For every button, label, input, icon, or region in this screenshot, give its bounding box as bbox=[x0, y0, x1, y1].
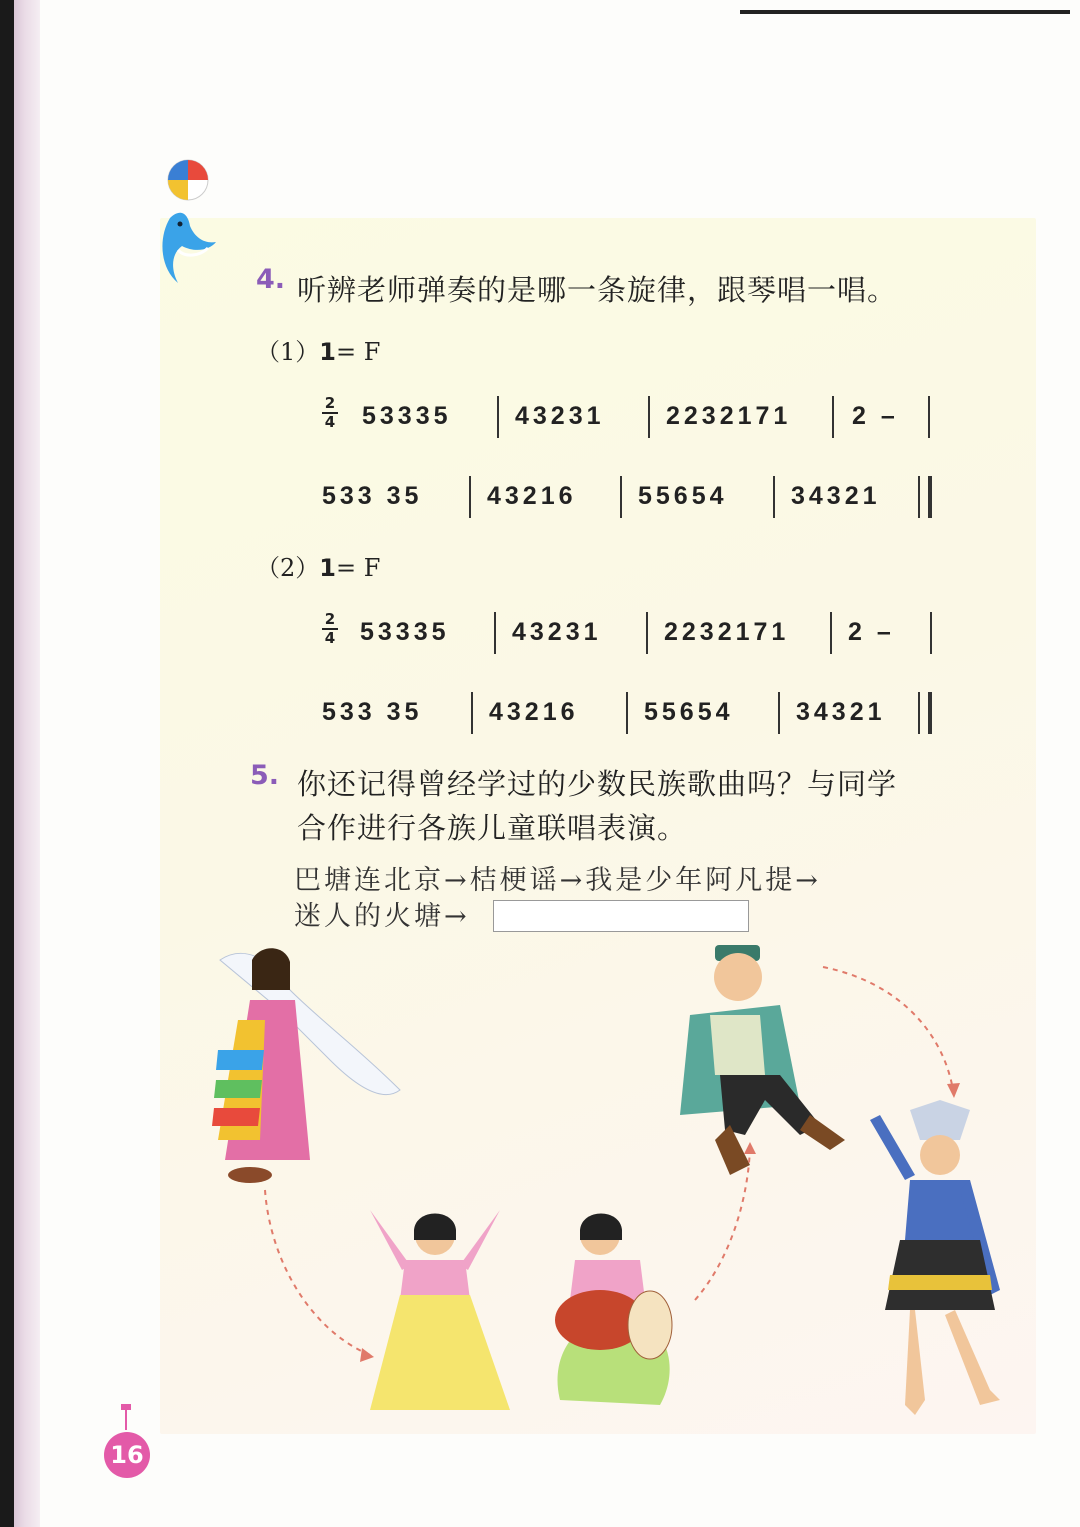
melody-2-key bbox=[256, 548, 380, 583]
measure-2: 43231 bbox=[515, 402, 605, 430]
measure-8: 34321 bbox=[791, 482, 881, 510]
measure-3: 2232171 bbox=[666, 402, 792, 430]
page-number: 16 bbox=[104, 1432, 150, 1478]
barline bbox=[646, 612, 648, 654]
time-signature: 2 4 bbox=[322, 396, 338, 430]
measure-5: 533 35 bbox=[322, 482, 423, 510]
melody-2-row-2 bbox=[322, 692, 942, 742]
measure-7: 55654 bbox=[638, 482, 728, 510]
question-4-text: 听辨老师弹奏的是哪一条旋律，跟琴唱一唱。 bbox=[297, 273, 898, 307]
barline bbox=[497, 396, 499, 438]
barline bbox=[620, 476, 622, 518]
dashed-arrow bbox=[690, 1140, 770, 1310]
dashed-arrow bbox=[818, 962, 968, 1102]
barline bbox=[832, 396, 834, 438]
measure-7: 55654 bbox=[644, 698, 734, 726]
barline bbox=[773, 476, 775, 518]
melody-1-row-1 bbox=[322, 396, 942, 446]
measure-4: 2 – bbox=[848, 618, 895, 646]
barline bbox=[469, 476, 471, 518]
tibetan-dancer-illustration bbox=[190, 930, 420, 1200]
melody-1-key bbox=[256, 332, 380, 367]
time-signature: 2 4 bbox=[322, 612, 338, 646]
song-chain-line-1: 巴塘连北京→桔梗谣→我是少年阿凡提→ bbox=[294, 865, 821, 896]
melody-1-key-num: 1 bbox=[319, 338, 336, 366]
barline bbox=[648, 396, 650, 438]
question-4-number: 4. bbox=[256, 264, 286, 295]
page-edge bbox=[14, 0, 40, 1527]
measure-1: 53335 bbox=[360, 618, 450, 646]
barline bbox=[930, 612, 932, 654]
barline bbox=[626, 692, 628, 734]
melody-2-key-eq: = F bbox=[335, 554, 381, 582]
final-barline bbox=[918, 692, 932, 734]
question-5-line-2: 合作进行各族儿童联唱表演。 bbox=[297, 811, 688, 845]
dashed-arrow bbox=[260, 1180, 380, 1370]
melody-2-label: （2） bbox=[256, 554, 320, 582]
measure-4: 2 – bbox=[852, 402, 899, 430]
melody-2-key-num: 1 bbox=[319, 554, 336, 582]
miao-girl-illustration bbox=[860, 1100, 1020, 1430]
top-edge-line bbox=[740, 10, 1070, 14]
answer-box[interactable] bbox=[493, 900, 749, 932]
barline bbox=[830, 612, 832, 654]
barline bbox=[778, 692, 780, 734]
question-5-line-1: 你还记得曾经学过的少数民族歌曲吗？与同学 bbox=[297, 767, 898, 801]
measure-8: 34321 bbox=[796, 698, 886, 726]
dolphin-icon bbox=[150, 158, 230, 288]
question-5-number: 5. bbox=[250, 760, 280, 791]
melody-1-label: （1） bbox=[256, 338, 320, 366]
song-chain-line-2: 迷人的火塘→ bbox=[294, 901, 470, 932]
measure-1: 53335 bbox=[362, 402, 452, 430]
measure-2: 43231 bbox=[512, 618, 602, 646]
final-barline bbox=[918, 476, 932, 518]
page-number-ornament-icon bbox=[119, 1404, 133, 1430]
measure-3: 2232171 bbox=[664, 618, 790, 646]
melody-1-key-eq: = F bbox=[335, 338, 381, 366]
book-spine bbox=[0, 0, 14, 1527]
korean-drummer-illustration bbox=[530, 1190, 700, 1420]
measure-5: 533 35 bbox=[322, 698, 423, 726]
barline bbox=[928, 396, 930, 438]
measure-6: 43216 bbox=[487, 482, 577, 510]
measure-6: 43216 bbox=[489, 698, 579, 726]
barline bbox=[494, 612, 496, 654]
melody-1-row-2 bbox=[322, 476, 942, 526]
barline bbox=[471, 692, 473, 734]
melody-2-row-1 bbox=[322, 612, 942, 662]
